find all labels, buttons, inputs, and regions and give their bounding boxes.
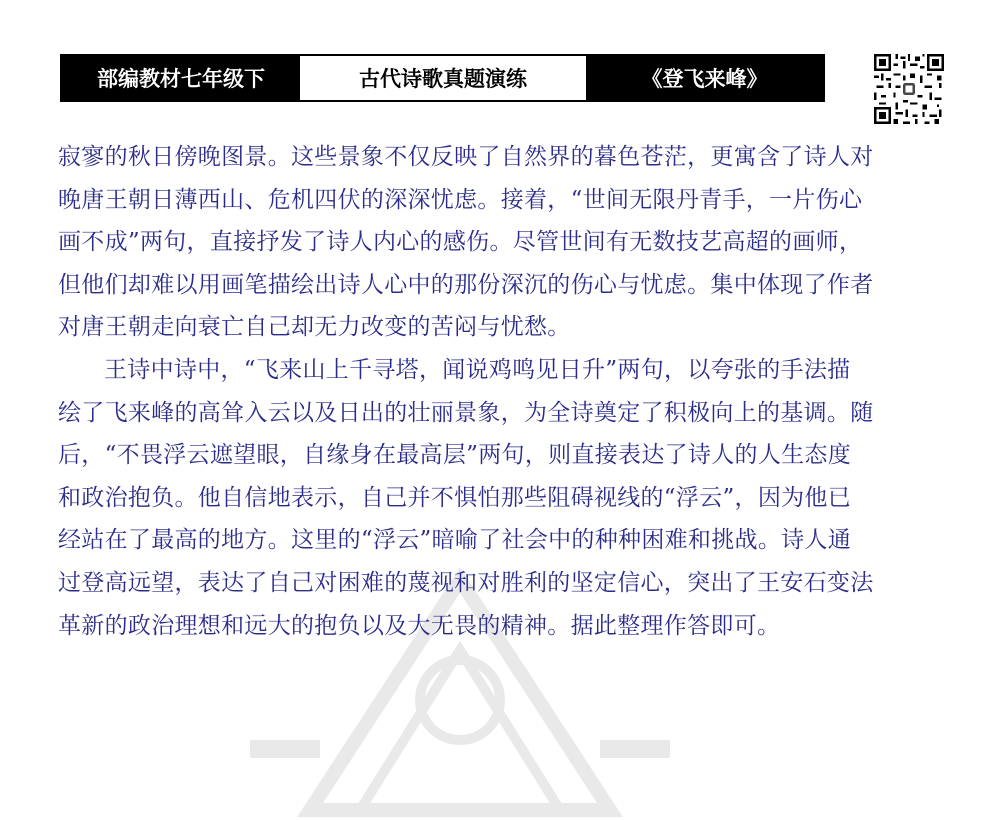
text-line: 绘了飞来峰的高耸入云以及日出的壮丽景象，为全诗奠定了积极向上的基调。随 xyxy=(58,399,874,426)
text-line: 后，“不畏浮云遮望眼，自缘身在最高层”两句，则直接表达了诗人的人生态度 xyxy=(58,442,852,469)
text-line: 过登高远望，表达了自己对困难的蔑视和对胜利的坚定信心，突出了王安石变法 xyxy=(58,569,874,596)
text-line: 对唐王朝走向衰亡自己却无力改变的苦闷与忧愁。 xyxy=(58,314,571,341)
answer-text xyxy=(58,136,958,647)
text-line: 和政治抱负。他自信地表示，自己并不惧怕那些阻碍视线的“浮云”，因为他已 xyxy=(58,484,852,511)
text-line: 革新的政治理想和远大的抱负以及大无畏的精神。据此整理作答即可。 xyxy=(58,612,781,639)
poem-title: 《登飞来峰》 xyxy=(586,56,823,100)
text-line: 王诗中诗中，“飞来山上千寻塔，闻说鸡鸣见日升”两句，以夸张的手法描 xyxy=(104,356,851,383)
qr-code-icon xyxy=(874,54,944,124)
text-line: 画不成”两句，直接抒发了诗人内心的感伤。尽管世间有无数技艺高超的画师， xyxy=(58,229,863,256)
section-title: 古代诗歌真题演练 xyxy=(300,56,586,100)
text-line: 寂寥的秋日傍晚图景。这些景象不仅反映了自然界的暮色苍茫，更寓含了诗人对 xyxy=(58,144,874,170)
text-line: 经站在了最高的地方。这里的“浮云”暗喻了社会中的种种困难和挑战。诗人通 xyxy=(58,527,852,554)
header-bar xyxy=(60,54,825,102)
grade-label: 部编教材七年级下 xyxy=(62,56,300,100)
text-line: 但他们却难以用画笔描绘出诗人心中的那份深沉的伤心与忧虑。集中体现了作者 xyxy=(58,271,874,298)
text-line: 晚唐王朝日薄西山、危机四伏的深深忧虑。接着，“世间无限丹青手，一片伤心 xyxy=(58,186,863,213)
